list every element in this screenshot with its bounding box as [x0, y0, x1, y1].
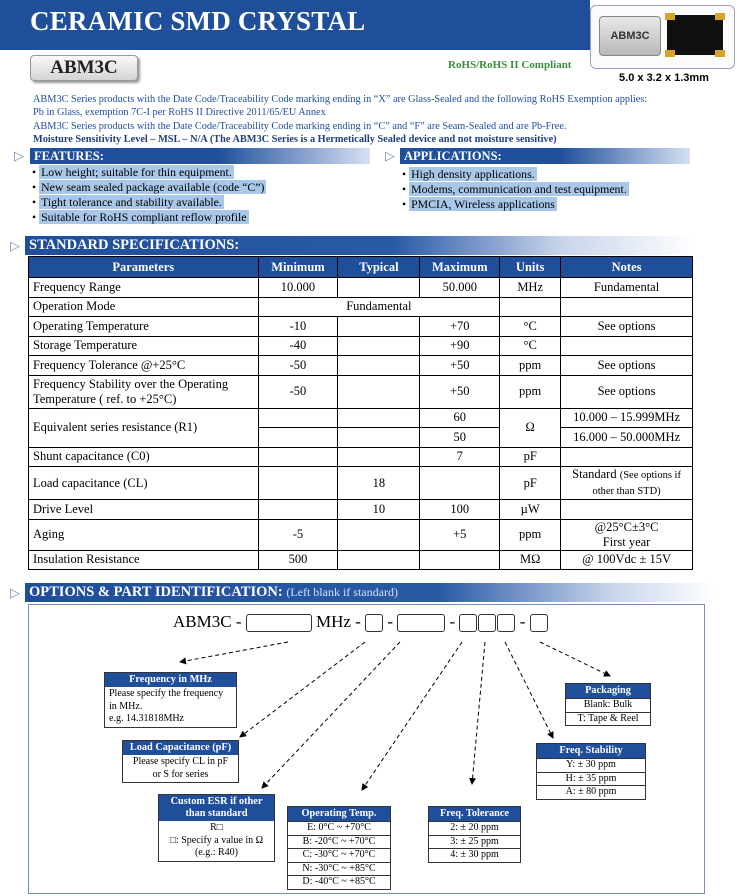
table-cell: Equivalent series resistance (R1) [29, 408, 259, 447]
table-cell: MΩ [500, 550, 561, 570]
feature-item: • Tight tolerance and stability available. [32, 195, 222, 209]
table-cell: Load capacitance (CL) [29, 467, 259, 500]
intro-line-1: ABM3C Series products with the Date Code/Traceability Code marking ending in “X” are Glass-Sealed and the following RoHS Exemption applies: [33, 94, 648, 105]
application-item: • High density applications. [402, 167, 535, 181]
intro-line-3: ABM3C Series products with the Date Code/Traceability Code marking ending in “C” and “F” are Seam-Sealed and are Pb-Free. [33, 121, 567, 132]
moisture-sensitivity-note: Moisture Sensitivity Level – MSL – N/A (The ABM3C Series is a Hermetically Sealed device and not moisture sensitive) [33, 134, 557, 145]
table-cell: pF [500, 447, 561, 467]
column-header: Maximum [420, 257, 500, 278]
table-cell: -40 [258, 336, 338, 356]
intro-line-2: Pb in Glass, exemption 7C-I per RoHS II Directive 2011/65/EU Annex [33, 107, 326, 118]
op-temp-arrow [362, 642, 462, 790]
table-cell: Frequency Range [29, 278, 259, 298]
esr-option-text: R□ □: Specify a value in Ω (e.g.: R40) [169, 822, 264, 858]
table-cell: Operating Temperature [29, 317, 259, 337]
page-title: CERAMIC SMD CRYSTAL [30, 6, 366, 36]
table-cell: Insulation Resistance [29, 550, 259, 570]
table-cell: 16.000 – 50.000MHz [561, 428, 693, 448]
load-cap-option-box [122, 740, 239, 783]
section-arrow-icon: ▷ [385, 148, 395, 163]
table-cell: Frequency Tolerance @+25°C [29, 356, 259, 376]
table-cell: ppm [500, 356, 561, 376]
column-header: Typical [338, 257, 420, 278]
ceramic-crystal-image: ABM3C [599, 16, 661, 56]
tolerance-option: 3: ± 25 ppm [429, 835, 520, 849]
table-cell: +50 [420, 356, 500, 376]
esr-arrow [262, 642, 400, 788]
table-cell: +70 [420, 317, 500, 337]
op-temp-option: E: 0°C ~ +70°C [288, 821, 390, 835]
table-cell: Frequency Stability over the Operating Temperature ( ref. to +25°C) [29, 375, 259, 408]
op-temp-option: N: -30°C ~ +85°C [288, 862, 390, 876]
feature-item: • Low height; suitable for thin equipment. [32, 165, 232, 179]
table-cell: MHz [500, 278, 561, 298]
tolerance-option-title: Freq. Tolerance [429, 807, 520, 821]
esr-option-box [158, 794, 275, 862]
frequency-option-text: Please specify the frequency in MHz. e.g. 14.31818MHz [109, 688, 224, 724]
tolerance-option: 4: ± 30 ppm [429, 848, 520, 862]
applications-title: APPLICATIONS: [404, 149, 502, 163]
table-cell: 500 [258, 550, 338, 570]
table-cell: 10.000 [258, 278, 338, 298]
stability-arrow [505, 642, 553, 738]
table-cell: 50.000 [420, 278, 500, 298]
column-header: Units [500, 257, 561, 278]
table-cell: Fundamental [258, 297, 500, 317]
section-arrow-icon: ▷ [14, 148, 24, 163]
column-header: Parameters [29, 257, 259, 278]
specifications-title: STANDARD SPECIFICATIONS: [29, 237, 240, 253]
table-cell: Drive Level [29, 500, 259, 520]
table-cell: See options [561, 375, 693, 408]
table-cell: +90 [420, 336, 500, 356]
table-cell: 18 [338, 467, 420, 500]
table-cell: +50 [420, 375, 500, 408]
table-cell: 50 [420, 428, 500, 448]
load-cap-option-text: Please specify CL in pF or S for series [132, 756, 229, 780]
options-subtitle: (Left blank if standard) [286, 585, 398, 599]
table-cell: Aging [29, 519, 259, 550]
op-temp-option-title: Operating Temp. [288, 807, 390, 821]
column-header: Notes [561, 257, 693, 278]
options-title: OPTIONS & PART IDENTIFICATION: (Left blank if standard) [29, 584, 398, 600]
features-title: FEATURES: [34, 149, 104, 163]
rohs-compliance: RoHS/RoHS II Compliant [448, 59, 572, 71]
packaging-option: Blank: Bulk [566, 698, 650, 712]
packaging-arrow [540, 642, 610, 676]
separator: - [387, 612, 394, 631]
table-cell: µW [500, 500, 561, 520]
tolerance-option-box [428, 806, 521, 863]
frequency-arrow [180, 642, 288, 662]
table-cell: See options [561, 317, 693, 337]
table-cell: Storage Temperature [29, 336, 259, 356]
table-cell: 10.000 – 15.999MHz [561, 408, 693, 428]
section-arrow-icon: ▷ [10, 238, 20, 253]
table-cell: 10 [338, 500, 420, 520]
mhz-label: MHz - [315, 612, 361, 631]
table-cell: Shunt capacitance (C0) [29, 447, 259, 467]
table-cell: ppm [500, 375, 561, 408]
application-item: • PMCIA, Wireless applications [402, 197, 555, 211]
op-temp-option: C: -30°C ~ +70°C [288, 848, 390, 862]
table-cell: 7 [420, 447, 500, 467]
separator: - [519, 612, 526, 631]
table-cell: @ 100Vdc ± 15V [561, 550, 693, 570]
table-cell: 100 [420, 500, 500, 520]
table-cell: -50 [258, 375, 338, 408]
feature-item: • Suitable for RoHS compliant reflow profile [32, 210, 247, 224]
stability-option-box [536, 743, 646, 800]
model-name: ABM3C [50, 57, 118, 78]
frequency-option-box [104, 672, 237, 728]
load-cap-arrow [240, 642, 365, 737]
column-header: Minimum [258, 257, 338, 278]
separator: - [449, 612, 456, 631]
packaging-option: T: Tape & Reel [566, 712, 650, 726]
table-cell: -50 [258, 356, 338, 376]
table-cell: Standard (See options if other than STD) [561, 467, 693, 500]
op-temp-option: D: -40°C ~ +85°C [288, 875, 390, 889]
table-cell: See options [561, 356, 693, 376]
op-temp-option: B: -20°C ~ +70°C [288, 835, 390, 849]
stability-option: H: ± 35 ppm [537, 772, 645, 786]
stability-option: A: ± 80 ppm [537, 785, 645, 799]
feature-item: • New seam sealed package available (code “C”) [32, 180, 265, 194]
table-cell: °C [500, 336, 561, 356]
stability-option-title: Freq. Stability [537, 744, 645, 758]
table-cell: Operation Mode [29, 297, 259, 317]
op-temp-option-box [287, 806, 391, 890]
tolerance-arrow [472, 642, 485, 784]
table-cell: -5 [258, 519, 338, 550]
table-cell: Fundamental [561, 278, 693, 298]
tolerance-option: 2: ± 20 ppm [429, 821, 520, 835]
packaging-option-box [565, 683, 651, 726]
part-prefix: ABM3C - [173, 612, 242, 631]
table-cell: 60 [420, 408, 500, 428]
table-cell: @25°C±3°C First year [561, 519, 693, 550]
frequency-option-title: Frequency in MHz [105, 673, 236, 687]
esr-option-title: Custom ESR if other than standard [159, 795, 274, 821]
section-arrow-icon: ▷ [10, 585, 20, 600]
table-cell: ppm [500, 519, 561, 550]
packaging-option-title: Packaging [566, 684, 650, 698]
table-cell: +5 [420, 519, 500, 550]
load-cap-option-title: Load Capacitance (pF) [123, 741, 238, 755]
table-cell: °C [500, 317, 561, 337]
stability-option: Y: ± 30 ppm [537, 758, 645, 772]
table-cell: pF [500, 467, 561, 500]
package-dimension: 5.0 x 3.2 x 1.3mm [619, 72, 709, 84]
table-cell: -10 [258, 317, 338, 337]
application-item: • Modems, communication and test equipment. [402, 182, 627, 196]
table-cell: Ω [500, 408, 561, 447]
